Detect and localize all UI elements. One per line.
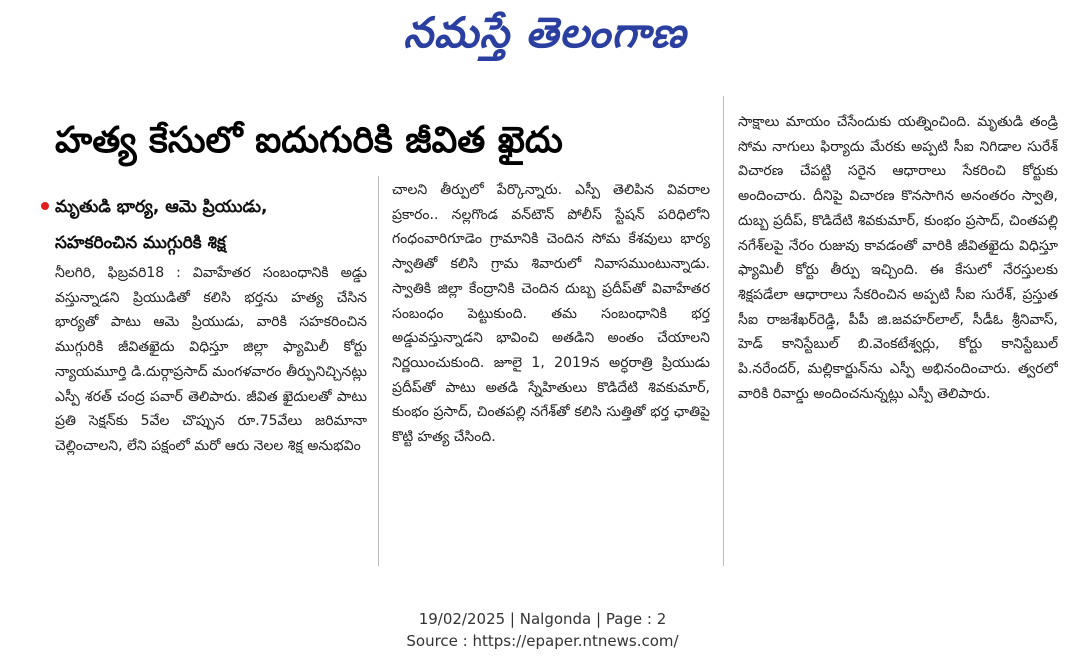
news-clipping [0,96,1085,566]
column-3-text: సాక్షాలు మాయం చేసేందుకు యత్నించింది. మృతుడి తండ్రి సోమ నాగులు ఫిర్యాదు మేరకు అప్పటి సీఐ నిగిడాల సురేశ్ విచారణ చేపట్టి సరైన ఆధారాలు సేకరించి కోర్టుకు అందించారు. దీనిపై విచారణ కొనసాగిన అనంతరం స్వాతి, దుబ్బ ప్రదీప్, కొడిదేటి శివకుమార్, కుంభం ప్రసాద్, చింతపల్లి నగేశ్‌లపై నేరం రుజువు కావడంతో వారికి జీవితఖైదు విధిస్తూ ఫ్యామిలీ కోర్టు తీర్పు ఇచ్చింది. ఈ కేసులో నేరస్తులకు శిక్షపడేలా ఆధారాలు సేకరించిన అప్పటి సీఐ సురేశ్, ప్రస్తుత సీఐ రాజశేఖర్‌రెడ్డి, పీపీ జి.జవహర్‌లాల్, సీడీఓ శ్రీనివాస్, హెడ్ కానిస్టేబుల్ బి.వెంకటేశ్వర్లు, కోర్టు కానిస్టేబుల్ పి.నరేందర్, మల్లికార్జున్‌ను ఎస్పీ అభినందించారు. త్వరలో వారికి రివార్డు అందించనున్నట్లు ఎస్పీ తెలిపారు. [738,114,1058,402]
bullet-icon [41,202,49,210]
column-divider [723,96,724,566]
footer-source-link[interactable]: Source : https://epaper.ntnews.com/ [406,632,679,650]
footer-date-edition: 19/02/2025 | Nalgonda | Page : 2 [418,610,667,628]
subheading-line-2: సహకరించిన ముగ్గురికి శిక్ష [55,233,226,253]
article-headline: హత్య కేసులో ఐదుగురికి జీవిత ఖైదు [55,120,563,161]
article-column-1 [55,261,367,551]
column-2-text: చాలని తీర్పులో పేర్కొన్నారు. ఎస్పీ తెలిపిన వివరాల ప్రకారం.. నల్లగొండ వన్‌టౌన్ పోలీస్ స్టేషన్ పరిధిలోని గంధంవారిగూడెం గ్రామానికి చెందిన సోమ కేశవులు భార్య స్వాతితో కలిసి గ్రామ శివారులో నివాసముంటున్నాడు. స్వాతికి జిల్లా కేంద్రానికి చెందిన దుబ్బ ప్రదీప్‌తో వివాహేతర సంబంధం పెట్టుకుంది. తమ సంబంధానికి భర్త అడ్డువస్తున్నాడని భావించి అతడిని అంతం చేయాలని నిర్ణయించుకుంది. జూలై 1, 2019న అర్ధరాత్రి ప్రియుడు ప్రదీప్‌తో పాటు అతడి స్నేహితులు కొడిదేటి శివకుమార్, కుంభం ప్రసాద్, చింతపల్లి నగేశ్‌తో కలిసి సుత్తితో భర్త ఛాతిపై కొట్టి హత్య చేసింది. [392,182,710,446]
article-column-2 [392,178,710,553]
column-1-text: నీలగిరి, ఫిబ్రవరి18 : వివాహేతర సంబంధానికి అడ్డు వస్తున్నాడని ప్రియుడితో కలిసి భర్తను హత్య చేసిన భార్యతో పాటు ఆమె ప్రియుడు, వారికి సహకరించిన ముగ్గురికి జీవితఖైదు విధిస్తూ జిల్లా ఫ్యామిలీ కోర్టు న్యాయమూర్తి డి.దుర్గాప్రసాద్ మంగళవారం తీర్పునిచ్చినట్లు ఎస్పీ శరత్ చంద్ర పవార్ తెలిపారు. జీవిత ఖైదులతో పాటు ప్రతి సెక్షన్‌కు 5వేల చొప్పున రూ.75వేలు జరిమానా చెల్లించాలని, లేని పక్షంలో మరో ఆరు నెలల శిక్ష అనుభవిం [55,265,367,454]
article-subheading [55,194,375,256]
column-divider [378,176,379,566]
article-column-3 [738,110,1058,555]
masthead-logo: నమస్తే తెలంగాణ [403,8,687,57]
subheading-line-1: మృతుడి భార్య, ఆమె ప్రియుడు, [55,197,268,217]
